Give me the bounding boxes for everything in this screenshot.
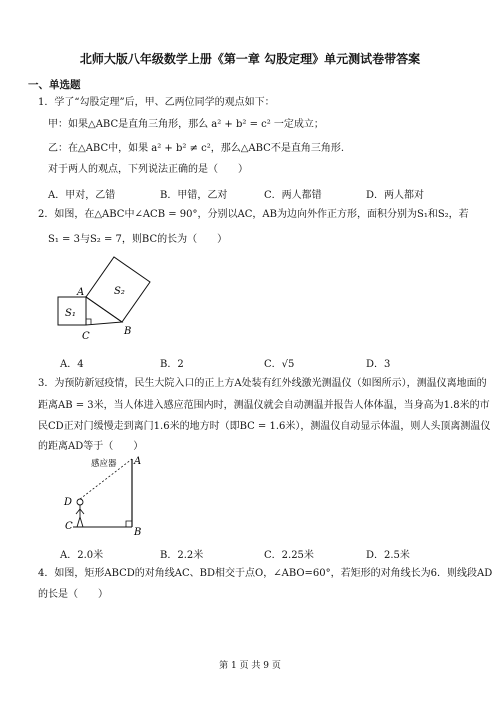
q3-option-a: A．2.0米	[60, 550, 104, 561]
person-leg-left	[77, 517, 80, 527]
q1-option-c: C．两人都错	[264, 190, 322, 201]
q3-stem-line1: 3．为预防新冠疫情，民生大院入口的正上方A处装有红外线激光测温仪（如图所示），测温仪离地面的	[38, 378, 487, 389]
person-head	[77, 499, 83, 505]
right-angle-marker	[86, 319, 91, 324]
label-a: A	[77, 287, 85, 298]
label-c: C	[65, 521, 73, 532]
label-c: C	[82, 331, 90, 342]
q2-stem-line2: S₁ = 3与S₂ = 7，则BC的长为（ ）	[48, 234, 228, 245]
person-arm-left	[76, 509, 80, 514]
right-angle-marker-b	[126, 521, 132, 527]
q2-figure	[50, 252, 180, 342]
person-leg-right	[80, 517, 83, 527]
q1-option-d: D．两人都对	[366, 190, 425, 201]
q1-stem: 1．学了“勾股定理”后，甲、乙两位同学的观点如下：	[38, 97, 275, 108]
q4-stem-line1: 4．如图，矩形ABCD的对角线AC、BD相交于点O，∠ABO=60°，若矩形的对角线长为6．则线段AD	[38, 568, 493, 579]
q3-stem-line2: 距离AB = 3米，当人体进入感应范围内时，测温仪就会自动测温并报告人体体温，当身高为1.8米的市	[38, 400, 490, 411]
q1-option-b: B．甲错，乙对	[160, 190, 228, 201]
label-a: A	[134, 456, 142, 467]
q3-figure	[55, 455, 165, 537]
q1-statement-jia: 甲：如果△ABC是直角三角形，那么 a² + b² = c² 一定成立；	[48, 119, 324, 130]
q4-stem-line2: 的长是（ ）	[38, 589, 108, 600]
section-heading: 一、单选题	[28, 79, 81, 91]
sensor-label: 感应器	[91, 459, 117, 469]
label-b: B	[124, 326, 132, 337]
q3-option-d: D．2.5米	[366, 550, 410, 561]
person-arm-right	[80, 509, 84, 514]
q1-option-a: A．甲对，乙错	[48, 190, 116, 201]
q1-statement-yi: 乙：在△ABC中，如果 a² + b² ≠ c²，那么△ABC不是直角三角形.	[48, 143, 345, 154]
q2-option-c: C．√5	[264, 359, 295, 370]
q2-option-d: D．3	[366, 359, 391, 370]
q1-question: 对于两人的观点，下列说法正确的是（ ）	[48, 164, 248, 175]
q2-option-a: A．4	[60, 359, 84, 370]
document-title: 北师大版八年级数学上册《第一章 勾股定理》单元测试卷带答案	[79, 52, 421, 66]
q2-stem-line1: 2．如图，在△ABC中∠ACB = 90°，分别以AC，AB为边向外作正方形，面积分别为S₁和S₂，若	[38, 209, 469, 220]
q3-option-c: C．2.25米	[264, 550, 314, 561]
label-s2: S₂	[114, 286, 125, 297]
page-footer: 第 1 页 共 9 页	[219, 661, 281, 671]
label-b: B	[134, 527, 142, 537]
q2-option-b: B．2	[160, 359, 184, 370]
label-d: D	[64, 497, 73, 508]
q3-stem-line3: 民CD正对门缓慢走到离门1.6米的地方时（即BC = 1.6米），测温仪自动显示体温，则人头顶离测温仪	[38, 421, 491, 432]
q3-stem-line4: 的距离AD等于（ ）	[38, 441, 144, 452]
label-s1: S₁	[65, 308, 76, 319]
q3-option-b: B．2.2米	[160, 550, 204, 561]
